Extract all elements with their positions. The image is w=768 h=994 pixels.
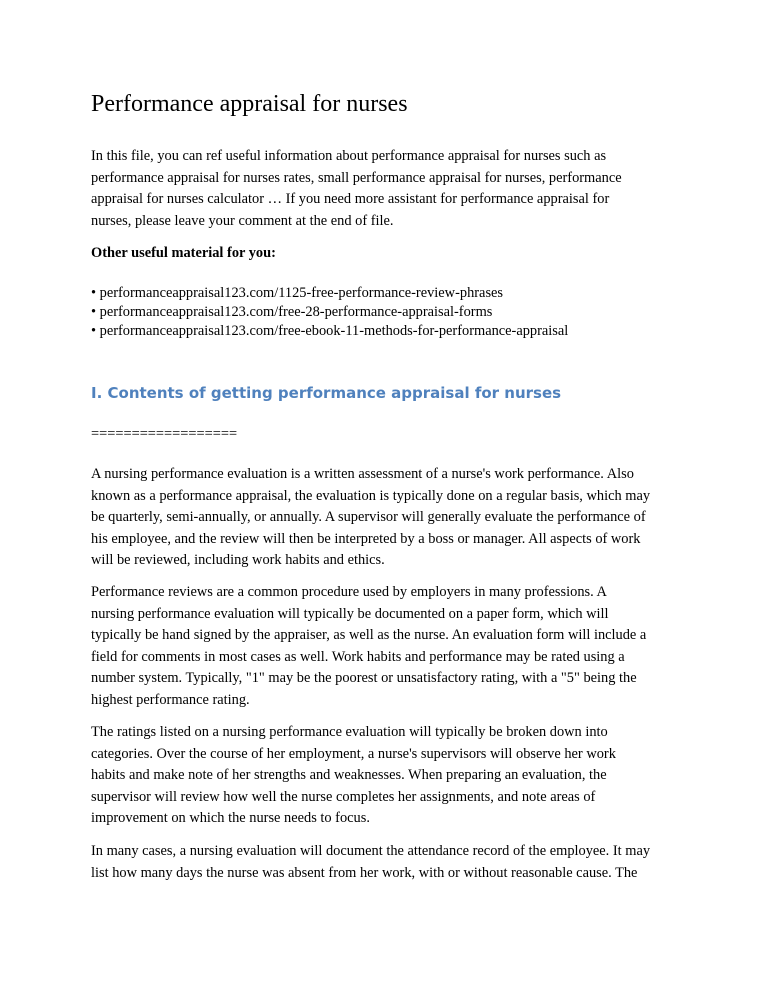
body-paragraph: [91, 722, 691, 830]
body-paragraph: [91, 464, 691, 572]
text-line: nurses, please leave your comment at the end of file.: [91, 212, 394, 229]
text-line: improvement on which the nurse needs to focus.: [91, 810, 370, 826]
divider-line: ==================: [91, 426, 238, 442]
text-line: categories. Over the course of her employment, a nurse's supervisors will observe her work: [91, 745, 616, 762]
useful-material-heading: Other useful material for you:: [91, 245, 276, 261]
text-line: Performance reviews are a common procedure used by employers in many professions. A: [91, 584, 607, 600]
body-paragraph: [91, 841, 691, 884]
text-line: performance appraisal for nurses rates, small performance appraisal for nurses, performance: [91, 169, 622, 186]
text-line: known as a performance appraisal, the evaluation is typically done on a regular basis, which may: [91, 487, 651, 504]
useful-links-list: [91, 284, 568, 341]
text-line: number system. Typically, "1" may be the poorest or unsatisfactory rating, with a "5" being the: [91, 670, 637, 686]
text-line: supervisor will review how well the nurse completes her assignments, and note areas of: [91, 788, 596, 805]
section-heading: I. Contents of getting performance appraisal for nurses: [91, 384, 562, 402]
text-line: appraisal for nurses calculator … If you need more assistant for performance appraisal for: [91, 191, 610, 207]
text-line: In this file, you can ref useful information about performance appraisal for nurses such as: [91, 148, 607, 164]
text-line: A nursing performance evaluation is a written assessment of a nurse's work performance. Also: [91, 466, 634, 482]
text-line: nursing performance evaluation will typically be documented on a paper form, which will: [91, 605, 609, 622]
useful-link[interactable]: • performanceappraisal123.com/free-ebook-11-methods-for-performance-appraisal: [91, 323, 569, 339]
text-line: his employee, and the review will then be interpreted by a boss or manager. All aspects of work: [91, 530, 641, 547]
text-line: typically be hand signed by the appraiser, as well as the nurse. An evaluation form will include a: [91, 627, 647, 643]
text-line: will be reviewed, including work habits and ethics.: [91, 552, 385, 568]
text-line: be quarterly, semi-annually, or annually. A supervisor will generally evaluate the performance of: [91, 509, 646, 525]
body-paragraph: [91, 582, 691, 711]
text-line: highest performance rating.: [91, 691, 250, 708]
text-line: In many cases, a nursing evaluation will document the attendance record of the employee. It may: [91, 843, 651, 859]
useful-link[interactable]: • performanceappraisal123.com/free-28-performance-appraisal-forms: [91, 304, 493, 320]
text-line: field for comments in most cases as well. Work habits and performance may be rated using a: [91, 648, 625, 665]
text-line: habits and make note of her strengths and weaknesses. When preparing an evaluation, the: [91, 767, 607, 783]
page-title: Performance appraisal for nurses: [91, 91, 408, 117]
useful-link[interactable]: • performanceappraisal123.com/1125-free-performance-review-phrases: [91, 285, 504, 301]
intro-paragraph: [91, 146, 691, 232]
text-line: The ratings listed on a nursing performance evaluation will typically be broken down into: [91, 724, 608, 740]
text-line: list how many days the nurse was absent from her work, with or without reasonable cause. The: [91, 864, 638, 881]
